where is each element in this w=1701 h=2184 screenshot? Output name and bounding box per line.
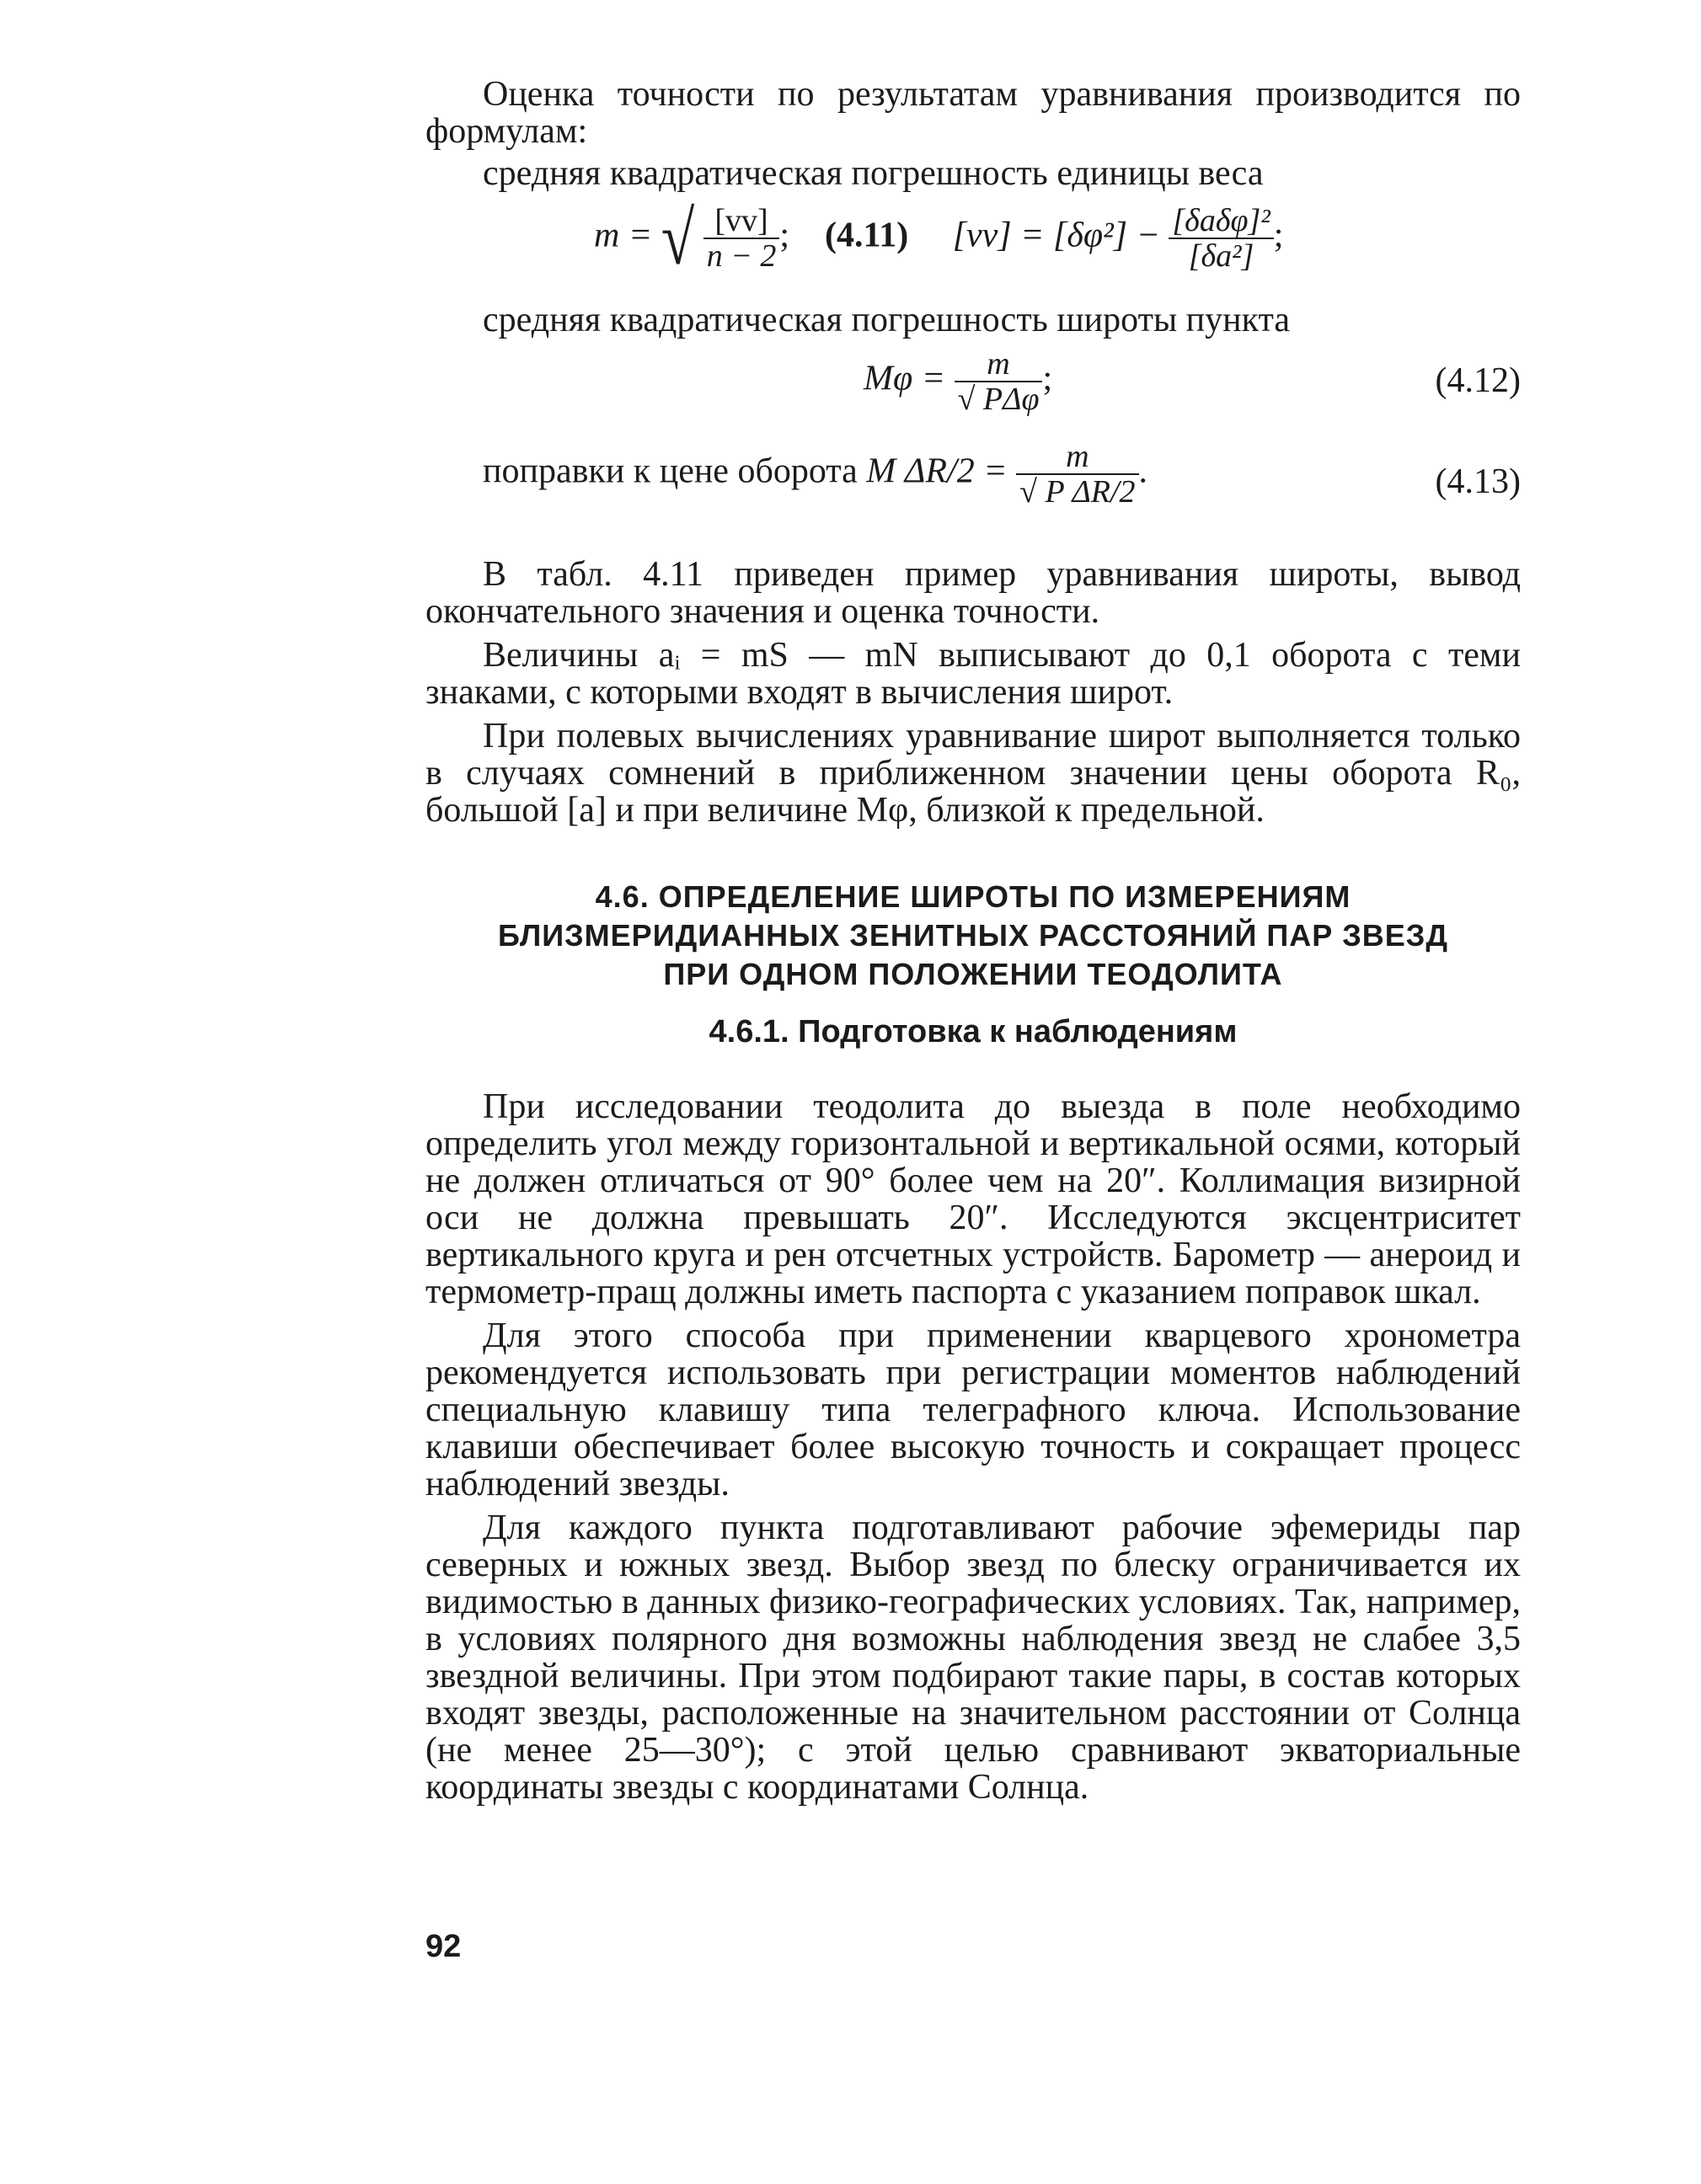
page-number: 92: [425, 1929, 462, 1964]
formula-mr-lhs: M ΔR/2 =: [866, 451, 1008, 491]
fraction-vv-n: [703, 204, 780, 273]
formula-separator: ;: [779, 216, 790, 255]
formula-4-13: [425, 431, 1521, 541]
formula-4-11: [425, 192, 1521, 293]
fraction-denominator-3: √ PΔφ: [957, 382, 1040, 417]
intro-line-1: Оценка точности по результатам уравнивания производится: [483, 75, 1462, 114]
fraction-m-pphi: [955, 347, 1043, 416]
latitude-error-label: средняя квадратическая погрешность широты пункта: [483, 301, 1290, 339]
equation-number-4-12: (4.12): [1435, 361, 1521, 400]
bottom-paragraphs: [425, 1088, 1521, 1806]
intro-line-2: по формулам:: [425, 75, 1522, 151]
fraction-numerator-4: m: [1016, 440, 1138, 475]
paragraph: При исследовании теодолита до выезда в поле необходимо определить угол между горизонтальной и вертикальной осями, который не должен отличаться от 90° более чем на 20″. Коллимация визирной оси не должна превышать 20″. Исследуются эксцентриситет вертикального круга и рен отсчетных устройств. Барометр — анероид и термометр-пращ должны иметь паспорта с указанием поправок шкал.: [425, 1087, 1521, 1311]
fraction-m-pr: [1016, 440, 1138, 509]
paragraph: Для этого способа при применении кварцевого хронометра рекомендуется использовать при регистрации моментов наблюдений специальную клавишу типа телеграфного ключа. Использование клавиши обеспечивает более высокую точность и сокращает процесс наблюдений звезды.: [425, 1316, 1521, 1503]
formula-end: ;: [1273, 216, 1284, 255]
top-paragraphs: [425, 556, 1521, 829]
paragraph: В табл. 4.11 приведен пример уравнивания широты, вывод окончательного значения и оценка точности.: [425, 555, 1521, 631]
fraction-numerator-3: m: [955, 347, 1043, 382]
paragraph: При полевых вычислениях уравнивание широт выполняется только в случаях сомнений в приближенном значении цены оборота R₀, большой [a] и при величине Mφ, близкой к предельной.: [425, 717, 1521, 830]
section-title-line-1: 4.6. ОПРЕДЕЛЕНИЕ ШИРОТЫ ПО ИЗМЕРЕНИЯМ: [595, 879, 1351, 914]
unit-weight-label: средняя квадратическая погрешность единицы веса: [483, 154, 1264, 193]
fraction-denominator: n − 2: [706, 238, 777, 274]
formula-m-lhs: m =: [594, 216, 653, 255]
section-heading: [425, 878, 1521, 994]
correction-label: поправки к цене оборота: [483, 451, 858, 491]
section-title-line-3: ПРИ ОДНОМ ПОЛОЖЕНИИ ТЕОДОЛИТА: [663, 957, 1283, 991]
subsection-title: 4.6.1. Подготовка к наблюдениям: [709, 1014, 1238, 1049]
paragraph: Величины aᵢ = mS — mN выписывают до 0,1 оборота с теми знаками, с которыми входят в вычисления широт.: [425, 636, 1521, 712]
equation-number-4-11: (4.11): [825, 216, 909, 255]
fraction-numerator-2: [δaδφ]²: [1169, 204, 1273, 239]
equation-number-4-13: (4.13): [1435, 462, 1521, 501]
section-title-line-2: БЛИЗМЕРИДИАННЫХ ЗЕНИТНЫХ РАССТОЯНИЙ ПАР ЗВЕЗД: [498, 918, 1448, 953]
formula-4-12: [425, 339, 1521, 431]
intro-paragraph: [425, 76, 1521, 150]
sqrt-symbol: √: [661, 196, 695, 280]
formula-vv-lhs: [vv] = [δφ²] −: [952, 216, 1160, 255]
formula-end-3: .: [1138, 451, 1148, 491]
formula-mphi-lhs: Mφ =: [864, 359, 946, 398]
fraction-denominator-4: √ P ΔR/2: [1019, 474, 1136, 510]
fraction-numerator: [vv]: [703, 204, 780, 239]
formula-end-2: ;: [1042, 359, 1053, 398]
fraction-denominator-2: [δa²]: [1188, 238, 1254, 274]
fraction-dadphi: [1169, 204, 1273, 273]
paragraph: Для каждого пункта подготавливают рабочие эфемериды пар северных и южных звезд. Выбор звезд по блеску ограничивается их видимостью в данных физико-географических условиях. Так, например, в условиях полярного дня возможны наблюдения звезд не слабее 3,5 звездной величины. При этом подбирают такие пары, в состав которых входят звезды, расположенные на значительном расстоянии от Солнца (не менее 25—30°); с этой целью сравнивают экваториальные координаты звезды с координатами Солнца.: [425, 1509, 1521, 1807]
page-content: [425, 76, 1521, 2097]
